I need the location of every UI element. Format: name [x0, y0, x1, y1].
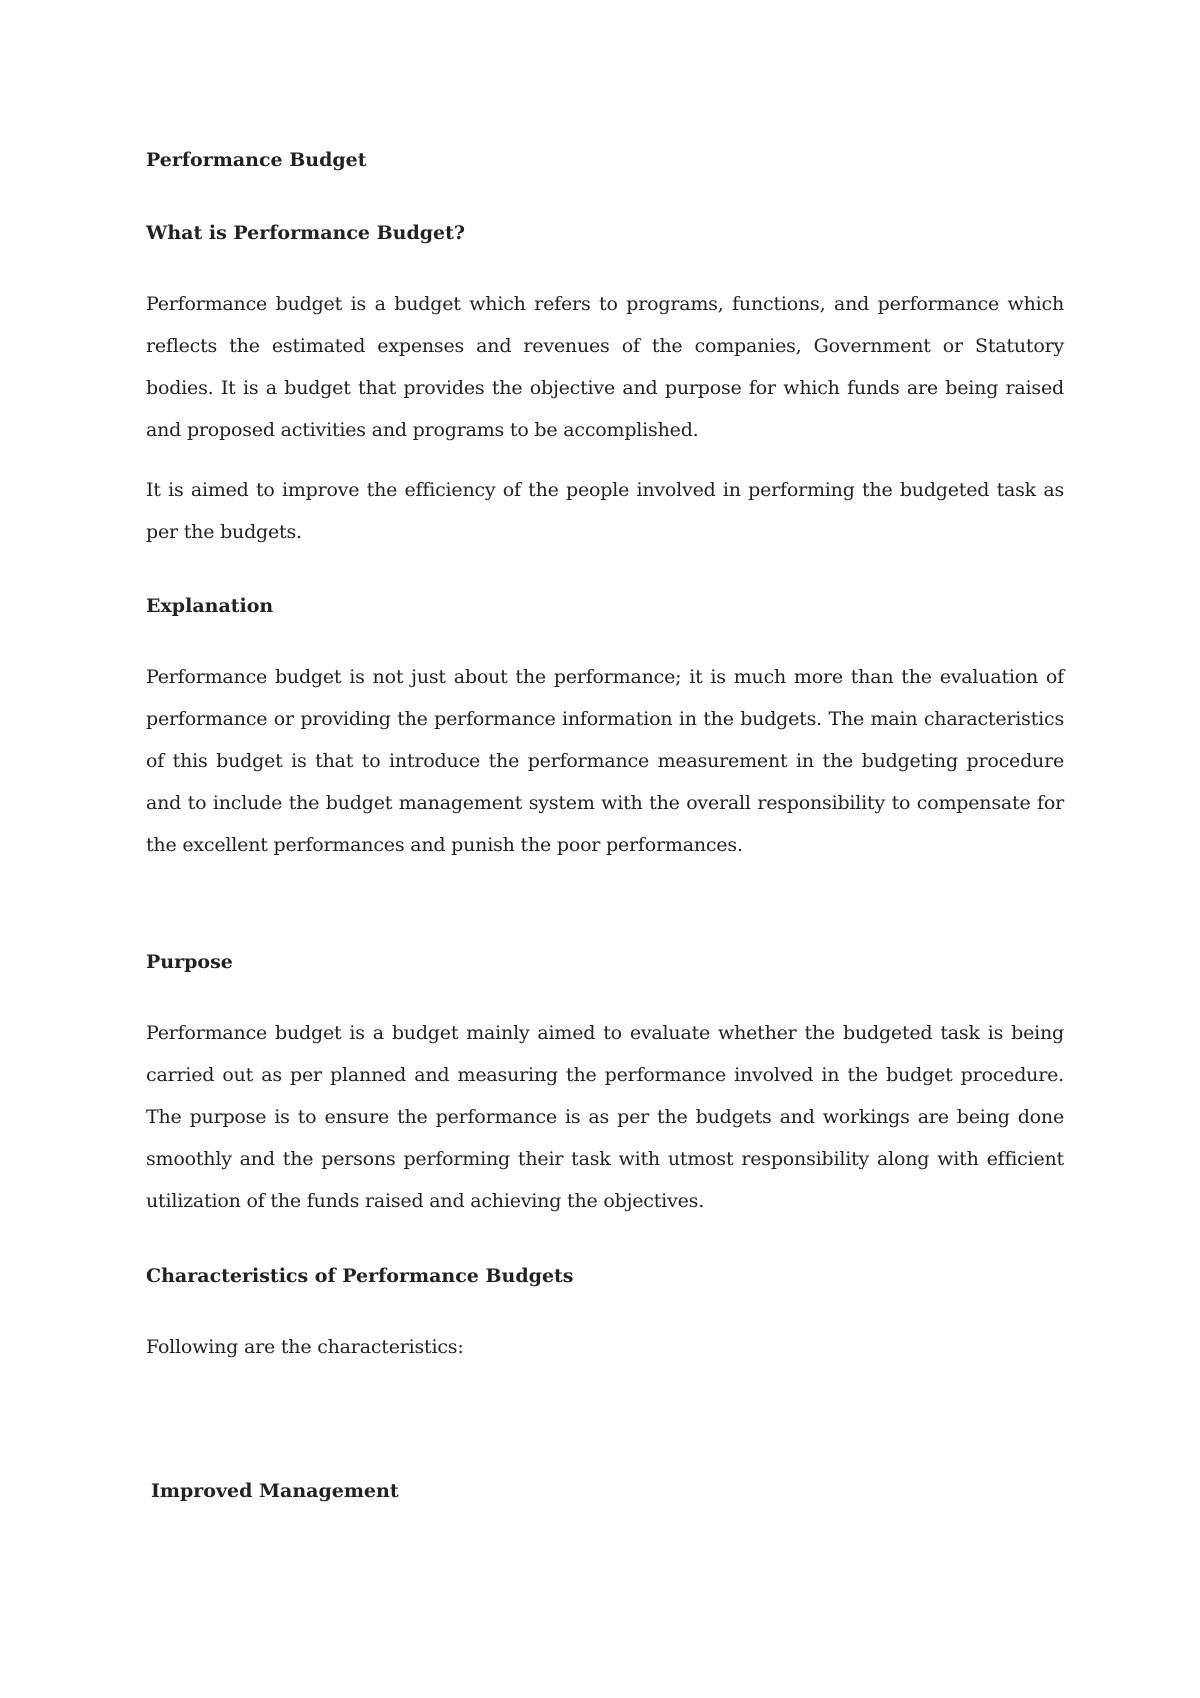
section-heading-explanation: Explanation [146, 595, 274, 617]
paragraph-purpose: Performance budget is a budget mainly aimed to evaluate whether the budgeted task is being carried out as per planned and measuring the performance involved in the budget procedure. The purpose is to ensure the performance is as per the budgets and workings are being done smoothly and the persons performing their task with utmost responsibility along with efficient utilization of the funds raised and achieving the objectives. [146, 1022, 1064, 1212]
document-page [146, 0, 1064, 1698]
section-heading-what-is: What is Performance Budget? [146, 222, 466, 244]
paragraph-aim: It is aimed to improve the efficiency of the people involved in performing the budgeted task as per the budgets. [146, 479, 1064, 543]
paragraph-characteristics-intro: Following are the characteristics: [146, 1336, 464, 1358]
document-title: Performance Budget [146, 149, 367, 171]
paragraph-explanation: Performance budget is not just about the performance; it is much more than the evaluation of performance or providing the performance information in the budgets. The main characteristics of this budget is that to introduce the performance measurement in the budgeting procedure and to include the budget management system with the overall responsibility to compensate for the excellent performances and punish the poor performances. [146, 666, 1064, 856]
paragraph-definition: Performance budget is a budget which refers to programs, functions, and performance which reflects the estimated expenses and revenues of the companies, Government or Statutory bodies. It is a budget that provides the objective and purpose for which funds are being raised and proposed activities and programs to be accomplished. [146, 293, 1064, 441]
section-heading-purpose: Purpose [146, 951, 233, 973]
section-heading-characteristics: Characteristics of Performance Budgets [146, 1265, 574, 1287]
section-heading-improved-management: Improved Management [151, 1480, 399, 1502]
